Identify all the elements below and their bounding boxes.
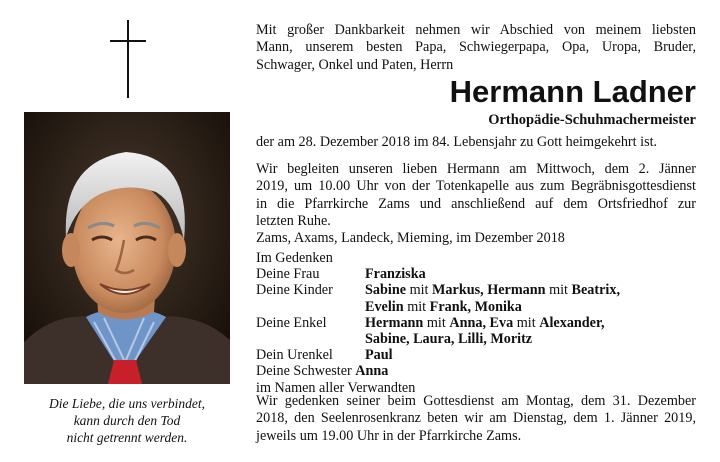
intro-line: Mann, unserem besten Papa, Schwiegerpapa, Opa, Uropa, Bruder, <box>256 39 696 56</box>
quote-line: Die Liebe, die uns verbindet, <box>49 396 205 411</box>
intro-line: Schwager, Onkel und Paten, Herrn <box>256 56 454 73</box>
family-closing: im Namen aller Verwandten <box>256 379 416 396</box>
funeral-line: 2019, um 10.00 Uhr von der Totenkapelle aus zum Begräbnisgottesdienst <box>256 178 696 195</box>
wife-name: Franziska <box>365 266 426 283</box>
sister-label: Deine Schwester <box>256 363 352 380</box>
funeral-line: letzten Ruhe. <box>256 213 331 230</box>
family-heading: Im Gedenken <box>256 250 333 266</box>
quote-line: kann durch den Tod <box>73 413 181 428</box>
services-line: Wir gedenken seiner beim Gottesdienst am Montag, dem 31. Dezember <box>256 393 696 409</box>
services-line: jeweils um 19.00 Uhr in der Pfarrkirche Zams. <box>256 427 522 444</box>
place-date: Zams, Axams, Landeck, Mieming, im Dezember 2018 <box>256 230 565 246</box>
intro-text <box>256 22 696 74</box>
children-line-2: Evelin mit Frank, Monika <box>365 298 522 315</box>
grandchildren-line-2: Sabine, Laura, Lilli, Moritz <box>365 331 533 348</box>
cross-icon <box>110 20 146 100</box>
sister-name: Anna <box>355 363 389 380</box>
deceased-name: Hermann Ladner <box>449 74 696 109</box>
intro-line: Mit großer Dankbarkeit nehmen wir Abschied von meinem liebsten <box>256 22 696 38</box>
great-grandchild-name: Paul <box>365 347 393 364</box>
funeral-line: in die Pfarrkirche Zams und anschließend auf dem Ortsfriedhof zur <box>256 195 696 212</box>
children-label: Deine Kinder <box>256 282 333 299</box>
profession: Orthopädie-Schuhmachermeister <box>488 112 696 128</box>
memorial-quote <box>24 395 230 446</box>
quote-line: nicht getrennt werden. <box>66 430 188 445</box>
services-paragraph <box>256 393 696 445</box>
grandchildren-line-1: Hermann mit Anna, Eva mit Alexander, <box>365 314 605 331</box>
great-grandchild-label: Dein Urenkel <box>256 347 333 364</box>
death-line: der am 28. Dezember 2018 im 84. Lebensjahr zu Gott heimgekehrt ist. <box>256 134 658 150</box>
funeral-paragraph <box>256 161 696 231</box>
funeral-line: Wir begleiten unseren lieben Hermann am Mittwoch, dem 2. Jänner <box>256 161 696 177</box>
family-list <box>256 250 696 396</box>
wife-label: Deine Frau <box>256 266 320 283</box>
services-line: 2018, den Seelenrosenkranz beten wir am Dienstag, dem 1. Jänner 2019, <box>256 410 696 427</box>
portrait-photo <box>24 112 230 384</box>
grandchildren-label: Deine Enkel <box>256 314 327 331</box>
children-line-1: Sabine mit Markus, Hermann mit Beatrix, <box>365 282 621 299</box>
